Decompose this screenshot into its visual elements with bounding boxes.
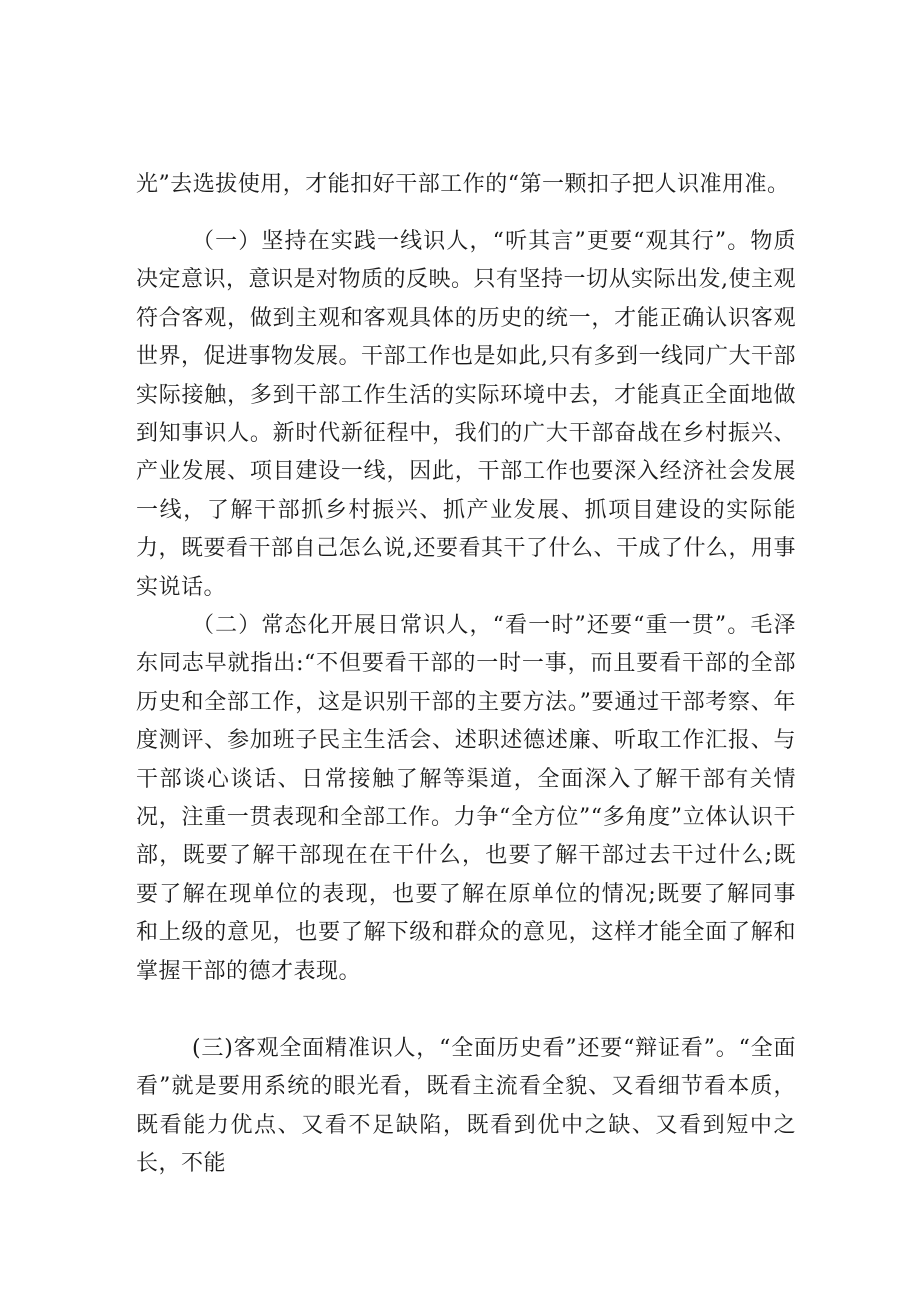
paragraph-section-3 — [136, 1030, 796, 1184]
paragraph-text: 光”去选拔使用，才能扣好干部工作的“第一颗扣子把人识准用准。 — [136, 172, 790, 197]
paragraph-text: （二）常态化开展日常识人，“看一时”还要“重一贯”。毛泽东同志早就指出:“不但要看干部的一时一事，而且要看干部的全部历史和全部工作，这是识别干部的主要方法。”要通过干部考察、年度测评、参加班子民主生活会、述职述德述廉、听取工作汇报、与干部谈心谈话、日常接触了解等渠道，全面深入了解干部有关情况，注重一贯表现和全部工作。力争“全方位”“多角度”立体认识干部，既要了解干部现在在干什么，也要了解干部过去干过什么;既要了解在现单位的表现，也要了解在原单位的情况;既要了解同事和上级的意见，也要了解下级和群众的意见，这样才能全面了解和掌握干部的德才表现。 — [136, 613, 796, 984]
paragraph-continuation — [136, 166, 796, 204]
paragraph-section-2 — [136, 607, 796, 991]
paragraph-text: （一）坚持在实践一线识人，“听其言”更要“观其行”。物质决定意识，意识是对物质的反映。只有坚持一切从实际出发,使主观符合客观，做到主观和客观具体的历史的统一，才能正确认识客观世界，促进事物发展。干部工作也是如此,只有多到一线同广大干部实际接触，多到干部工作生活的实际环境中去，才能真正全面地做到知事识人。新时代新征程中，我们的广大干部奋战在乡村振兴、产业发展、项目建设一线，因此，干部工作也要深入经济社会发展一线，了解干部抓乡村振兴、抓产业发展、抓项目建设的实际能力，既要看干部自己怎么说,还要看其干了什么、干成了什么，用事实说话。 — [136, 229, 796, 600]
paragraph-section-1 — [136, 223, 796, 607]
paragraph-text: (三)客观全面精准识人，“全面历史看”还要“辩证看”。“全面看”就是要用系统的眼光看，既看主流看全貌、又看细节看本质，既看能力优点、又看不足缺陷，既看到优中之缺、又看到短中之长，不能 — [136, 1036, 796, 1177]
